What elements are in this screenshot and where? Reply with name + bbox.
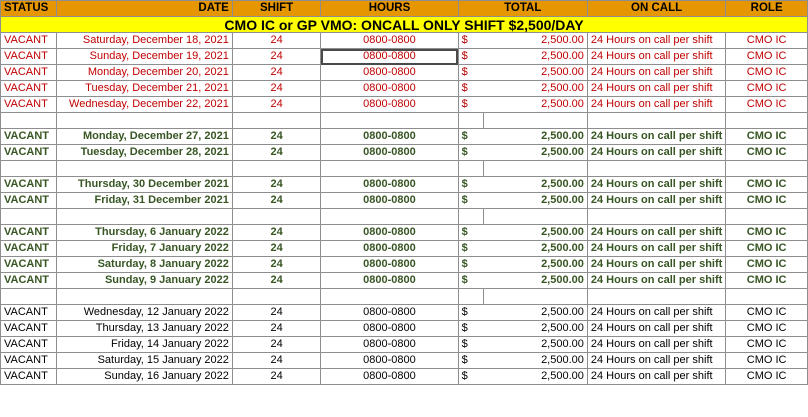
empty-cell[interactable]: [726, 161, 808, 177]
hours-cell[interactable]: 0800-0800: [321, 369, 458, 385]
hours-column-header[interactable]: HOURS: [321, 1, 458, 17]
empty-cell[interactable]: [458, 209, 484, 225]
hours-cell[interactable]: 0800-0800: [321, 97, 458, 113]
empty-cell[interactable]: [726, 209, 808, 225]
on-call-cell[interactable]: 24 Hours on call per shift: [587, 145, 725, 161]
shift-cell[interactable]: 24: [232, 273, 321, 289]
total-cell[interactable]: 2,500.00: [484, 321, 587, 337]
date-cell[interactable]: Saturday, 15 January 2022: [56, 353, 232, 369]
currency-symbol-cell[interactable]: $: [458, 225, 484, 241]
total-cell[interactable]: 2,500.00: [484, 65, 587, 81]
total-cell[interactable]: 2,500.00: [484, 225, 587, 241]
total-cell[interactable]: 2,500.00: [484, 337, 587, 353]
on-call-cell[interactable]: 24 Hours on call per shift: [587, 257, 725, 273]
total-cell[interactable]: 2,500.00: [484, 257, 587, 273]
currency-symbol-cell[interactable]: $: [458, 321, 484, 337]
currency-symbol-cell[interactable]: $: [458, 305, 484, 321]
date-cell[interactable]: Thursday, 30 December 2021: [56, 177, 232, 193]
shift-cell[interactable]: 24: [232, 257, 321, 273]
total-cell[interactable]: 2,500.00: [484, 353, 587, 369]
date-cell[interactable]: Friday, 31 December 2021: [56, 193, 232, 209]
shift-cell[interactable]: 24: [232, 81, 321, 97]
total-cell[interactable]: 2,500.00: [484, 193, 587, 209]
hours-cell[interactable]: 0800-0800: [321, 257, 458, 273]
empty-cell[interactable]: [56, 289, 232, 305]
hours-cell[interactable]: 0800-0800: [321, 145, 458, 161]
blank-row: [1, 289, 808, 305]
status-cell[interactable]: VACANT: [1, 257, 57, 273]
on-call-cell[interactable]: 24 Hours on call per shift: [587, 305, 725, 321]
table-row: [1, 81, 808, 97]
table-row: [1, 305, 808, 321]
currency-symbol-cell[interactable]: $: [458, 49, 484, 65]
empty-cell[interactable]: [587, 113, 725, 129]
total-cell[interactable]: 2,500.00: [484, 145, 587, 161]
on-call-column-header[interactable]: ON CALL: [587, 1, 725, 17]
date-cell[interactable]: Tuesday, December 28, 2021: [56, 145, 232, 161]
hours-cell[interactable]: 0800-0800: [321, 321, 458, 337]
empty-cell[interactable]: [726, 289, 808, 305]
empty-cell[interactable]: [56, 113, 232, 129]
status-cell[interactable]: VACANT: [1, 49, 57, 65]
role-cell[interactable]: CMO IC: [726, 305, 808, 321]
empty-cell[interactable]: [1, 209, 57, 225]
on-call-cell[interactable]: 24 Hours on call per shift: [587, 225, 725, 241]
hours-cell[interactable]: 0800-0800: [321, 225, 458, 241]
on-call-cell[interactable]: 24 Hours on call per shift: [587, 129, 725, 145]
on-call-cell[interactable]: 24 Hours on call per shift: [587, 49, 725, 65]
date-cell[interactable]: Wednesday, December 22, 2021: [56, 97, 232, 113]
status-cell[interactable]: VACANT: [1, 241, 57, 257]
empty-cell[interactable]: [484, 113, 587, 129]
hours-cell[interactable]: 0800-0800: [321, 337, 458, 353]
currency-symbol-cell[interactable]: $: [458, 257, 484, 273]
hours-cell[interactable]: 0800-0800: [321, 177, 458, 193]
empty-cell[interactable]: [232, 113, 321, 129]
shift-cell[interactable]: 24: [232, 305, 321, 321]
total-cell[interactable]: 2,500.00: [484, 241, 587, 257]
on-call-cell[interactable]: 24 Hours on call per shift: [587, 193, 725, 209]
currency-symbol-cell[interactable]: $: [458, 353, 484, 369]
shift-cell[interactable]: 24: [232, 353, 321, 369]
role-cell[interactable]: CMO IC: [726, 145, 808, 161]
shift-cell[interactable]: 24: [232, 49, 321, 65]
date-cell[interactable]: Friday, 7 January 2022: [56, 241, 232, 257]
empty-cell[interactable]: [484, 289, 587, 305]
date-cell[interactable]: Saturday, December 18, 2021: [56, 33, 232, 49]
total-cell[interactable]: 2,500.00: [484, 305, 587, 321]
table-row: [1, 353, 808, 369]
date-cell[interactable]: Monday, December 20, 2021: [56, 65, 232, 81]
shift-cell[interactable]: 24: [232, 337, 321, 353]
status-cell[interactable]: VACANT: [1, 33, 57, 49]
total-cell[interactable]: 2,500.00: [484, 97, 587, 113]
on-call-cell[interactable]: 24 Hours on call per shift: [587, 241, 725, 257]
on-call-cell[interactable]: 24 Hours on call per shift: [587, 177, 725, 193]
date-cell[interactable]: Thursday, 6 January 2022: [56, 225, 232, 241]
role-cell[interactable]: CMO IC: [726, 97, 808, 113]
on-call-cell[interactable]: 24 Hours on call per shift: [587, 273, 725, 289]
shift-cell[interactable]: 24: [232, 241, 321, 257]
role-cell[interactable]: CMO IC: [726, 193, 808, 209]
empty-cell[interactable]: [484, 209, 587, 225]
total-cell[interactable]: 2,500.00: [484, 369, 587, 385]
table-row: [1, 49, 808, 65]
on-call-cell[interactable]: 24 Hours on call per shift: [587, 353, 725, 369]
table-row: [1, 129, 808, 145]
role-cell[interactable]: CMO IC: [726, 257, 808, 273]
on-call-cell[interactable]: 24 Hours on call per shift: [587, 369, 725, 385]
role-cell[interactable]: CMO IC: [726, 337, 808, 353]
empty-cell[interactable]: [1, 161, 57, 177]
on-call-cell[interactable]: 24 Hours on call per shift: [587, 321, 725, 337]
date-cell[interactable]: Monday, December 27, 2021: [56, 129, 232, 145]
empty-cell[interactable]: [232, 289, 321, 305]
total-column-header[interactable]: TOTAL: [458, 1, 587, 17]
status-cell[interactable]: VACANT: [1, 193, 57, 209]
shift-cell[interactable]: 24: [232, 65, 321, 81]
hours-cell[interactable]: 0800-0800: [321, 241, 458, 257]
shift-cell[interactable]: 24: [232, 369, 321, 385]
empty-cell[interactable]: [458, 161, 484, 177]
status-column-header[interactable]: STATUS: [1, 1, 57, 17]
role-cell[interactable]: CMO IC: [726, 369, 808, 385]
date-cell[interactable]: Thursday, 13 January 2022: [56, 321, 232, 337]
hours-cell[interactable]: 0800-0800: [321, 129, 458, 145]
currency-symbol-cell[interactable]: $: [458, 241, 484, 257]
on-call-cell[interactable]: 24 Hours on call per shift: [587, 33, 725, 49]
role-cell[interactable]: CMO IC: [726, 65, 808, 81]
currency-symbol-cell[interactable]: $: [458, 193, 484, 209]
status-cell[interactable]: VACANT: [1, 273, 57, 289]
table-row: [1, 33, 808, 49]
status-cell[interactable]: VACANT: [1, 321, 57, 337]
hours-cell[interactable]: 0800-0800: [321, 81, 458, 97]
role-cell[interactable]: CMO IC: [726, 273, 808, 289]
table-row: [1, 225, 808, 241]
date-cell[interactable]: Friday, 14 January 2022: [56, 337, 232, 353]
empty-cell[interactable]: [232, 209, 321, 225]
hours-cell[interactable]: 0800-0800: [321, 305, 458, 321]
table-row: [1, 257, 808, 273]
on-call-cell[interactable]: 24 Hours on call per shift: [587, 81, 725, 97]
status-cell[interactable]: VACANT: [1, 353, 57, 369]
table-row: [1, 241, 808, 257]
shift-rate-banner[interactable]: CMO IC or GP VMO: ONCALL ONLY SHIFT $2,500/DAY: [1, 17, 808, 33]
shift-cell[interactable]: 24: [232, 225, 321, 241]
shift-cell[interactable]: 24: [232, 129, 321, 145]
currency-symbol-cell[interactable]: $: [458, 97, 484, 113]
empty-cell[interactable]: [321, 161, 458, 177]
table-row: [1, 97, 808, 113]
role-column-header[interactable]: ROLE: [726, 1, 808, 17]
empty-cell[interactable]: [56, 209, 232, 225]
role-cell[interactable]: CMO IC: [726, 241, 808, 257]
empty-cell[interactable]: [1, 289, 57, 305]
empty-cell[interactable]: [458, 113, 484, 129]
empty-cell[interactable]: [321, 289, 458, 305]
shift-column-header[interactable]: SHIFT: [232, 1, 321, 17]
date-cell[interactable]: Sunday, 16 January 2022: [56, 369, 232, 385]
shift-cell[interactable]: 24: [232, 33, 321, 49]
empty-cell[interactable]: [587, 289, 725, 305]
date-cell[interactable]: Sunday, 9 January 2022: [56, 273, 232, 289]
status-cell[interactable]: VACANT: [1, 81, 57, 97]
currency-symbol-cell[interactable]: $: [458, 273, 484, 289]
currency-symbol-cell[interactable]: $: [458, 65, 484, 81]
role-cell[interactable]: CMO IC: [726, 49, 808, 65]
empty-cell[interactable]: [1, 113, 57, 129]
total-cell[interactable]: 2,500.00: [484, 129, 587, 145]
role-cell[interactable]: CMO IC: [726, 129, 808, 145]
currency-symbol-cell[interactable]: $: [458, 145, 484, 161]
blank-row: [1, 209, 808, 225]
hours-cell[interactable]: 0800-0800: [321, 353, 458, 369]
status-cell[interactable]: VACANT: [1, 97, 57, 113]
shift-cell[interactable]: 24: [232, 321, 321, 337]
empty-cell[interactable]: [458, 289, 484, 305]
shift-cell[interactable]: 24: [232, 177, 321, 193]
banner-row: [1, 17, 808, 33]
total-cell[interactable]: 2,500.00: [484, 273, 587, 289]
on-call-cell[interactable]: 24 Hours on call per shift: [587, 97, 725, 113]
hours-cell[interactable]: 0800-0800: [321, 65, 458, 81]
table-row: [1, 369, 808, 385]
role-cell[interactable]: CMO IC: [726, 225, 808, 241]
hours-cell[interactable]: 0800-0800: [321, 273, 458, 289]
table-row: [1, 337, 808, 353]
status-cell[interactable]: VACANT: [1, 145, 57, 161]
empty-cell[interactable]: [587, 209, 725, 225]
currency-symbol-cell[interactable]: $: [458, 81, 484, 97]
hours-cell[interactable]: 0800-0800: [321, 193, 458, 209]
shift-cell[interactable]: 24: [232, 97, 321, 113]
empty-cell[interactable]: [232, 161, 321, 177]
currency-symbol-cell[interactable]: $: [458, 177, 484, 193]
currency-symbol-cell[interactable]: $: [458, 129, 484, 145]
hours-cell[interactable]: 0800-0800: [321, 33, 458, 49]
empty-cell[interactable]: [484, 161, 587, 177]
table-row: [1, 145, 808, 161]
status-cell[interactable]: VACANT: [1, 65, 57, 81]
status-cell[interactable]: VACANT: [1, 369, 57, 385]
status-cell[interactable]: VACANT: [1, 305, 57, 321]
role-cell[interactable]: CMO IC: [726, 177, 808, 193]
empty-cell[interactable]: [321, 209, 458, 225]
role-cell[interactable]: CMO IC: [726, 353, 808, 369]
header-row: [1, 1, 808, 17]
table-row: [1, 321, 808, 337]
total-cell[interactable]: 2,500.00: [484, 33, 587, 49]
empty-cell[interactable]: [726, 113, 808, 129]
role-cell[interactable]: CMO IC: [726, 33, 808, 49]
hours-cell[interactable]: 0800-0800: [321, 49, 458, 65]
blank-row: [1, 113, 808, 129]
shift-cell[interactable]: 24: [232, 145, 321, 161]
blank-row: [1, 161, 808, 177]
empty-cell[interactable]: [321, 113, 458, 129]
status-cell[interactable]: VACANT: [1, 225, 57, 241]
total-cell[interactable]: 2,500.00: [484, 177, 587, 193]
table-row: [1, 273, 808, 289]
table-row: [1, 65, 808, 81]
date-column-header[interactable]: DATE: [56, 1, 232, 17]
date-cell[interactable]: Saturday, 8 January 2022: [56, 257, 232, 273]
on-call-cell[interactable]: 24 Hours on call per shift: [587, 337, 725, 353]
currency-symbol-cell[interactable]: $: [458, 369, 484, 385]
empty-cell[interactable]: [56, 161, 232, 177]
shift-cell[interactable]: 24: [232, 193, 321, 209]
date-cell[interactable]: Tuesday, December 21, 2021: [56, 81, 232, 97]
total-cell[interactable]: 2,500.00: [484, 81, 587, 97]
on-call-cell[interactable]: 24 Hours on call per shift: [587, 65, 725, 81]
total-cell[interactable]: 2,500.00: [484, 49, 587, 65]
date-cell[interactable]: Wednesday, 12 January 2022: [56, 305, 232, 321]
table-row: [1, 177, 808, 193]
role-cell[interactable]: CMO IC: [726, 321, 808, 337]
empty-cell[interactable]: [587, 161, 725, 177]
status-cell[interactable]: VACANT: [1, 129, 57, 145]
status-cell[interactable]: VACANT: [1, 177, 57, 193]
currency-symbol-cell[interactable]: $: [458, 33, 484, 49]
status-cell[interactable]: VACANT: [1, 337, 57, 353]
date-cell[interactable]: Sunday, December 19, 2021: [56, 49, 232, 65]
table-row: [1, 193, 808, 209]
role-cell[interactable]: CMO IC: [726, 81, 808, 97]
currency-symbol-cell[interactable]: $: [458, 337, 484, 353]
